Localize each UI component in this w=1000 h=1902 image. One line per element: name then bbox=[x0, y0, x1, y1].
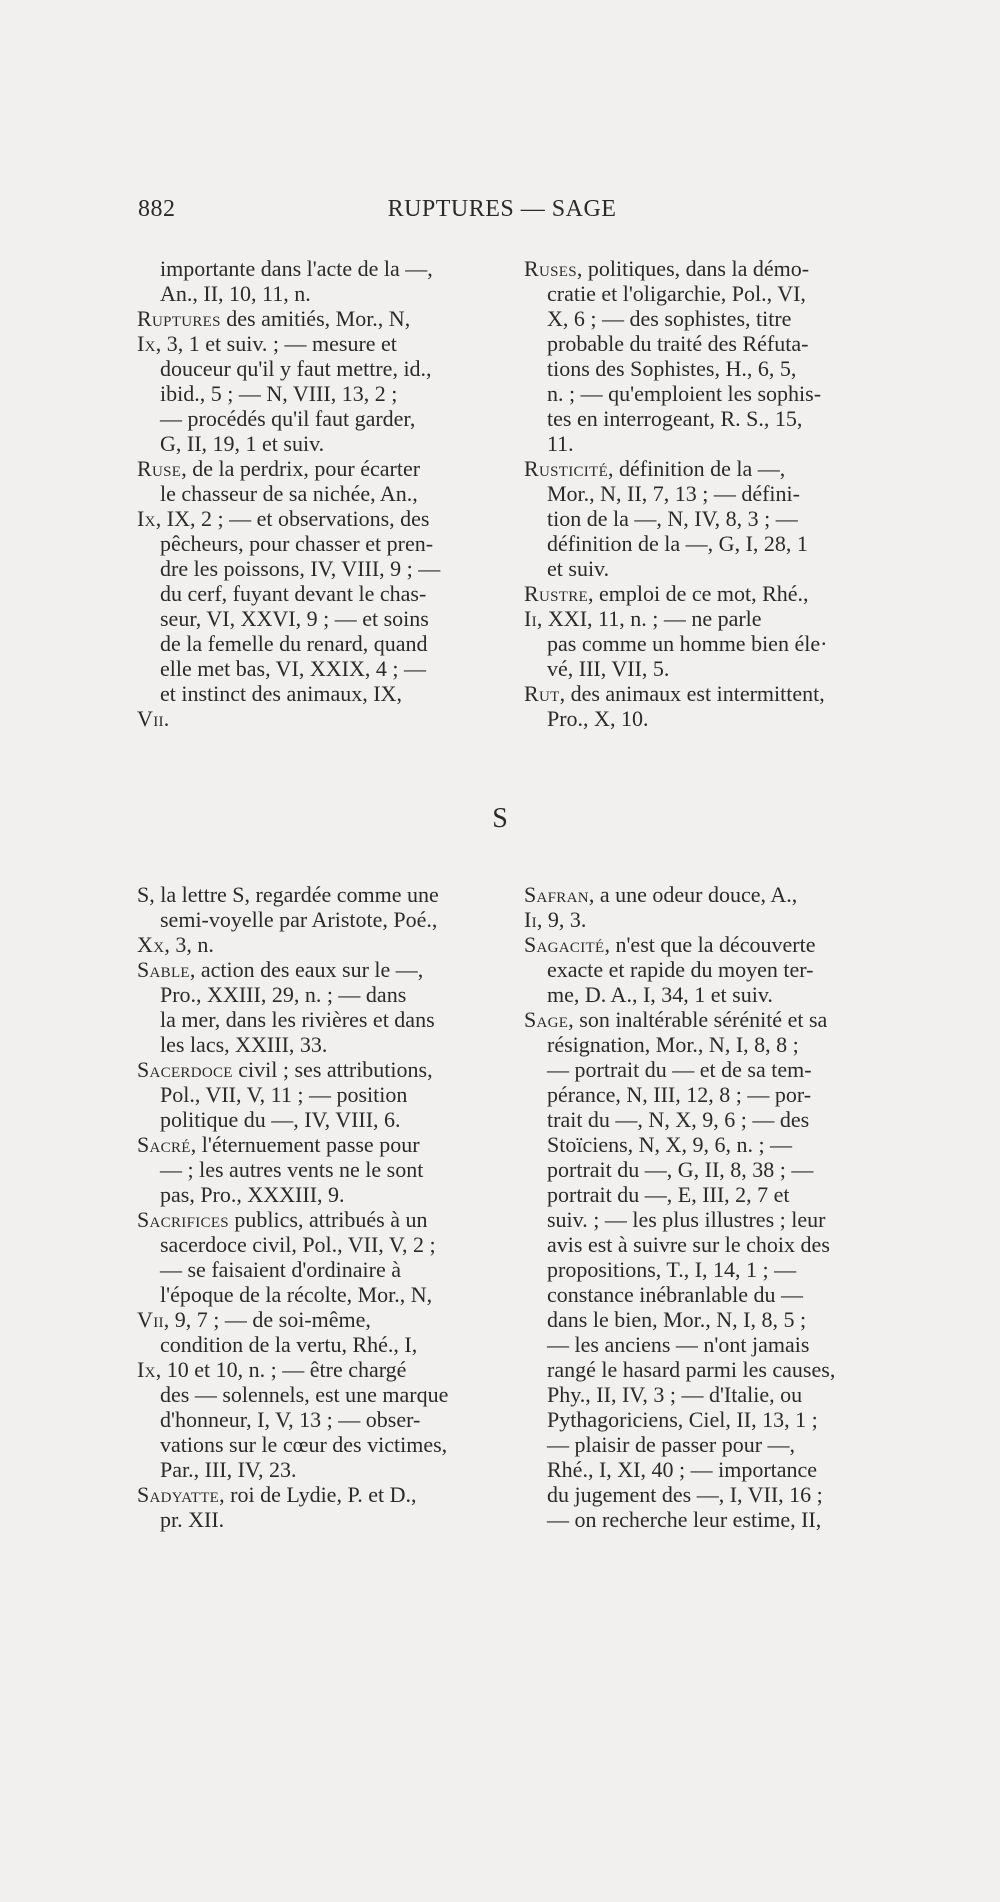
running-title: RUPTURES — SAGE bbox=[387, 196, 617, 222]
index-line: — se faisaient d'ordinaire à bbox=[160, 1257, 401, 1282]
index-line: tion de la —, N, IV, 8, 3 ; — bbox=[547, 506, 798, 531]
index-line: Par., III, IV, 23. bbox=[160, 1457, 297, 1482]
index-line: Sacerdoce civil ; ses attributions, bbox=[137, 1057, 433, 1082]
index-line: Stoïciens, N, X, 9, 6, n. ; — bbox=[547, 1132, 793, 1157]
index-line: X, 6 ; — des sophistes, titre bbox=[547, 306, 792, 331]
index-line: seur, VI, XXVI, 9 ; — et soins bbox=[160, 606, 429, 631]
index-line: me, D. A., I, 34, 1 et suiv. bbox=[547, 982, 773, 1007]
index-line: Ix, 3, 1 et suiv. ; — mesure et bbox=[137, 331, 397, 356]
index-line: — ; les autres vents ne le sont bbox=[160, 1157, 424, 1182]
page-number: 882 bbox=[138, 196, 176, 222]
index-line: Pro., X, 10. bbox=[547, 706, 649, 731]
index-line: Mor., N, II, 7, 13 ; — défini- bbox=[547, 481, 800, 506]
index-line: — plaisir de passer pour —, bbox=[547, 1432, 796, 1457]
index-line: — procédés qu'il faut garder, bbox=[160, 406, 416, 431]
index-line: probable du traité des Réfuta- bbox=[547, 331, 809, 356]
index-line: Sacré, l'éternuement passe pour bbox=[137, 1132, 420, 1157]
index-line: pas comme un homme bien éle· bbox=[547, 631, 828, 656]
index-line: Sage, son inaltérable sérénité et sa bbox=[524, 1007, 828, 1032]
index-line: Ruptures des amitiés, Mor., N, bbox=[137, 306, 411, 331]
index-line: et suiv. bbox=[547, 556, 610, 581]
index-line: vé, III, VII, 5. bbox=[547, 656, 670, 681]
index-line: et instinct des animaux, IX, bbox=[160, 681, 402, 706]
index-line: pr. XII. bbox=[160, 1507, 225, 1532]
index-line: tes en interrogeant, R. S., 15, bbox=[547, 406, 803, 431]
index-line: Sadyatte, roi de Lydie, P. et D., bbox=[137, 1482, 417, 1507]
index-line: définition de la —, G, I, 28, 1 bbox=[547, 531, 808, 556]
index-line: des — solennels, est une marque bbox=[160, 1382, 449, 1407]
index-line: Sacrifices publics, attribués à un bbox=[137, 1207, 428, 1232]
index-line: — les anciens — n'ont jamais bbox=[547, 1332, 810, 1357]
index-line: Ruse, de la perdrix, pour écarter bbox=[137, 456, 421, 481]
index-line: vations sur le cœur des victimes, bbox=[160, 1432, 448, 1457]
column-bottom-right bbox=[524, 882, 892, 1532]
index-line: condition de la vertu, Rhé., I, bbox=[160, 1332, 418, 1357]
index-line: dans le bien, Mor., N, I, 8, 5 ; bbox=[547, 1307, 807, 1332]
index-line: tions des Sophistes, H., 6, 5, bbox=[547, 356, 797, 381]
index-line: pêcheurs, pour chasser et pren- bbox=[160, 531, 434, 556]
index-line: trait du —, N, X, 9, 6 ; — des bbox=[547, 1107, 810, 1132]
index-line: politique du —, IV, VIII, 6. bbox=[160, 1107, 401, 1132]
index-line: les lacs, XXIII, 33. bbox=[160, 1032, 328, 1057]
index-line: du jugement des —, I, VII, 16 ; bbox=[547, 1482, 823, 1507]
index-line: ibid., 5 ; — N, VIII, 13, 2 ; bbox=[160, 381, 398, 406]
index-line: suiv. ; — les plus illustres ; leur bbox=[547, 1207, 826, 1232]
index-line: le chasseur de sa nichée, An., bbox=[160, 481, 418, 506]
index-line: Rusticité, définition de la —, bbox=[524, 456, 786, 481]
index-line: Pythagoriciens, Ciel, II, 13, 1 ; bbox=[547, 1407, 818, 1432]
index-line: Vii. bbox=[137, 706, 170, 731]
index-line: importante dans l'acte de la —, bbox=[160, 256, 433, 281]
index-line: d'honneur, I, V, 13 ; — obser- bbox=[160, 1407, 421, 1432]
index-line: Rut, des animaux est intermittent, bbox=[524, 681, 825, 706]
index-line: la mer, dans les rivières et dans bbox=[160, 1007, 435, 1032]
index-line: exacte et rapide du moyen ter- bbox=[547, 957, 814, 982]
index-line: — on recherche leur estime, II, bbox=[547, 1507, 822, 1532]
index-line: avis est à suivre sur le choix des bbox=[547, 1232, 830, 1257]
index-line: pas, Pro., XXXIII, 9. bbox=[160, 1182, 345, 1207]
index-line: Xx, 3, n. bbox=[137, 932, 214, 957]
index-line: Phy., II, IV, 3 ; — d'Italie, ou bbox=[547, 1382, 803, 1407]
index-line: dre les poissons, IV, VIII, 9 ; — bbox=[160, 556, 441, 581]
index-line: Ii, XXI, 11, n. ; — ne parle bbox=[524, 606, 762, 631]
index-line: pérance, N, III, 12, 8 ; — por- bbox=[547, 1082, 812, 1107]
index-line: douceur qu'il y faut mettre, id., bbox=[160, 356, 432, 381]
index-line: Pol., VII, V, 11 ; — position bbox=[160, 1082, 408, 1107]
index-line: Ii, 9, 3. bbox=[524, 907, 587, 932]
column-top-left bbox=[137, 256, 505, 731]
index-line: sacerdoce civil, Pol., VII, V, 2 ; bbox=[160, 1232, 436, 1257]
index-line: semi-voyelle par Aristote, Poé., bbox=[160, 907, 438, 932]
index-line: An., II, 10, 11, n. bbox=[160, 281, 311, 306]
index-line: du cerf, fuyant devant le chas- bbox=[160, 581, 427, 606]
index-line: Sable, action des eaux sur le —, bbox=[137, 957, 424, 982]
column-top-right bbox=[524, 256, 892, 731]
index-line: l'époque de la récolte, Mor., N, bbox=[160, 1282, 433, 1307]
index-line: rangé le hasard parmi les causes, bbox=[547, 1357, 836, 1382]
index-line: portrait du —, G, II, 8, 38 ; — bbox=[547, 1157, 814, 1182]
running-header bbox=[138, 196, 866, 232]
index-line: Rustre, emploi de ce mot, Rhé., bbox=[524, 581, 809, 606]
column-bottom-left bbox=[137, 882, 505, 1532]
index-line: 11. bbox=[547, 431, 574, 456]
index-line: Ix, IX, 2 ; — et observations, des bbox=[137, 506, 430, 531]
index-line: Rhé., I, XI, 40 ; — importance bbox=[547, 1457, 818, 1482]
index-line: Ix, 10 et 10, n. ; — être chargé bbox=[137, 1357, 407, 1382]
index-line: — portrait du — et de sa tem- bbox=[547, 1057, 812, 1082]
index-line: n. ; — qu'emploient les sophis- bbox=[547, 381, 822, 406]
index-line: Sagacité, n'est que la découverte bbox=[524, 932, 816, 957]
index-line: Pro., XXIII, 29, n. ; — dans bbox=[160, 982, 407, 1007]
index-line: Safran, a une odeur douce, A., bbox=[524, 882, 798, 907]
index-line: cratie et l'oligarchie, Pol., VI, bbox=[547, 281, 806, 306]
index-line: constance inébranlable du — bbox=[547, 1282, 803, 1307]
index-line: de la femelle du renard, quand bbox=[160, 631, 428, 656]
index-line: résignation, Mor., N, I, 8, 8 ; bbox=[547, 1032, 799, 1057]
index-line: Ruses, politiques, dans la démo- bbox=[524, 256, 810, 281]
section-letter: S bbox=[492, 803, 508, 834]
index-line: G, II, 19, 1 et suiv. bbox=[160, 431, 325, 456]
index-line: elle met bas, VI, XXIX, 4 ; — bbox=[160, 656, 426, 681]
index-line: portrait du —, E, III, 2, 7 et bbox=[547, 1182, 790, 1207]
index-line: S, la lettre S, regardée comme une bbox=[137, 882, 439, 907]
index-line: propositions, T., I, 14, 1 ; — bbox=[547, 1257, 797, 1282]
index-line: Vii, 9, 7 ; — de soi-même, bbox=[137, 1307, 371, 1332]
